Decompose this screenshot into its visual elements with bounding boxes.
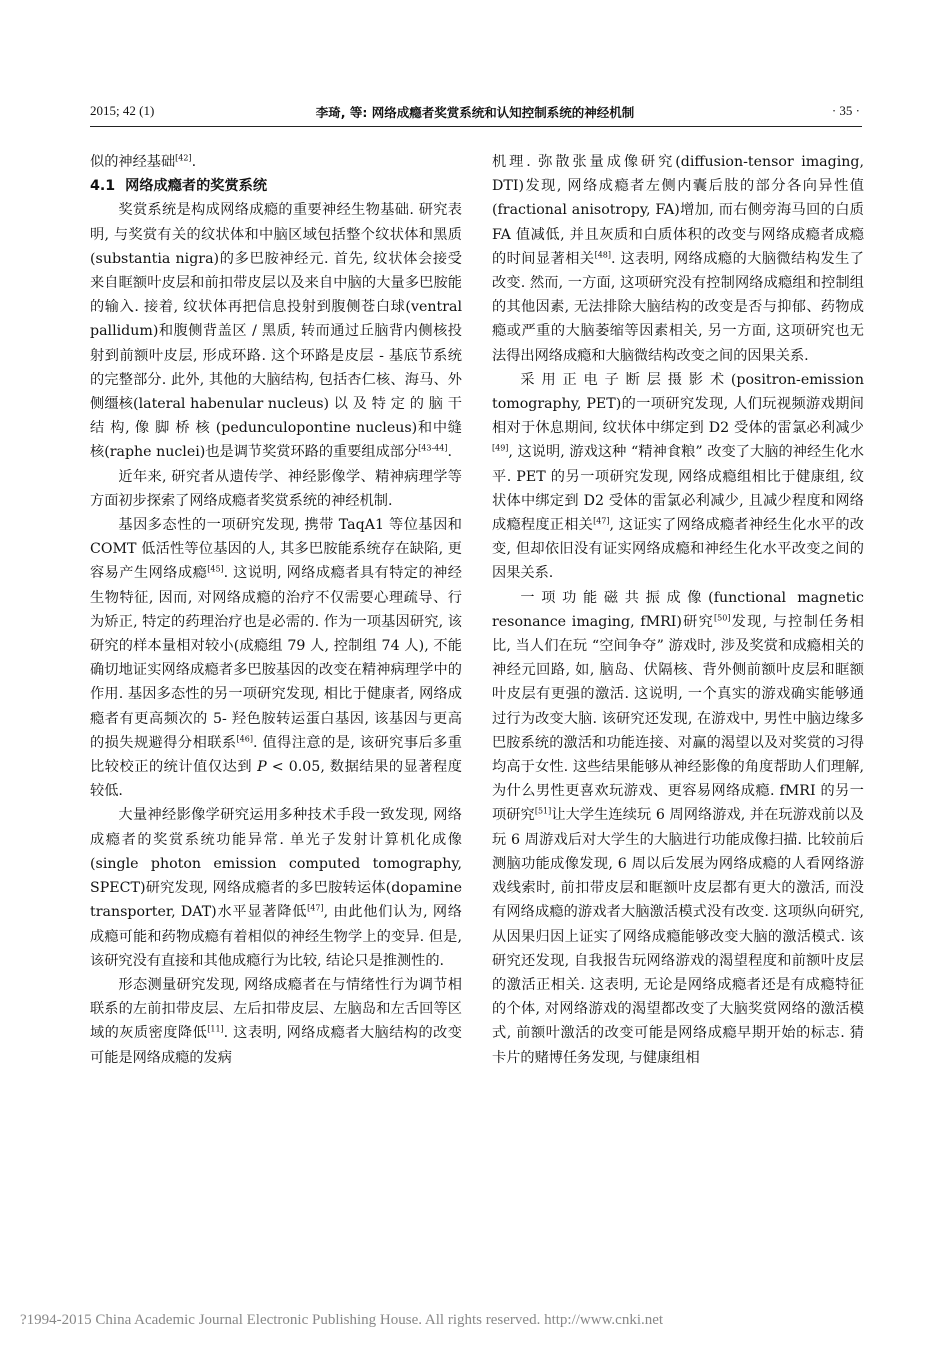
section-title: 网络成瘾者的奖赏系统 — [125, 178, 268, 195]
text: 似的神经基础 — [90, 154, 176, 170]
citation: [11] — [207, 1024, 224, 1034]
citation: [45] — [207, 564, 224, 574]
text: , 由此他们认为, 网络成瘾可能和药物成瘾有着相似的神经生物学上的变异. 但是, 该研究没有直接和其他成瘾行为比较, 结论只是推测性的. — [90, 904, 462, 969]
paragraph-continuation — [492, 150, 864, 368]
text: 机理. 弥散张量成像研究(diffusion-tensor imaging, DTI)发现, 网络成瘾者左侧内囊后肢的部分各向异性值(fractional anisotropy, FA)增加, 而右侧旁海马回的白质 FA 值减低, 并且灰质和白质体积的改变与网络成瘾者成瘾的时间显著相关 — [492, 154, 864, 267]
citation: [49] — [492, 443, 509, 453]
paragraph — [90, 973, 462, 1070]
left-column — [90, 150, 462, 1070]
italic-p: P — [257, 759, 267, 776]
citation: [50] — [714, 613, 731, 623]
text: 采用正电子断层摄影术(positron-emission tomography, PET)的一项研究发现, 人们玩视频游戏期间相对于休息期间, 纹状体中绑定到 D2 受体的雷氯必利减少 — [492, 371, 864, 437]
citation: [43-44] — [418, 443, 448, 453]
text: 大量神经影像学研究运用多种技术手段一致发现, 网络成瘾者的奖赏系统功能异常. 单光子发射计算机化成像(single photon emission computed tomography, SPECT)研究发现, 网络成瘾者的多巴胺转运体(dopamine transporter, DAT)水平显著降低 — [90, 807, 462, 921]
paragraph — [90, 803, 462, 972]
paragraph — [492, 586, 864, 1070]
citation: [51] — [534, 806, 552, 816]
header-rule — [90, 126, 862, 127]
text: . — [447, 444, 452, 461]
text: , 这证实了网络成瘾者神经生化水平的改变, 但却依旧没有证实网络成瘾和神经生化水平改变之间的因果关系. — [492, 517, 864, 582]
citation: [48] — [594, 250, 612, 260]
text: 形态测量研究发现, 网络成瘾者在与情绪性行为调节相联系的左前扣带皮层、左后扣带皮层、左脑岛和左舌回等区域的灰质密度降低 — [90, 976, 462, 1042]
text: . 这表明, 网络成瘾者大脑结构的改变可能是网络成瘾的发病 — [90, 1025, 462, 1066]
text: . 值得注意的是, 该研究事后多重比较校正的统计值仅达到 — [90, 734, 462, 776]
paragraph: 近年来, 研究者从遗传学、神经影像学、精神病理学等方面初步探索了网络成瘾者奖赏系统的神经机制. — [90, 468, 462, 509]
text: . 这表明, 网络成瘾的大脑微结构发生了改变. 然而, 一方面, 这项研究没有控制网络成瘾组和控制组的其他因素, 无法排除大脑结构的改变是否与抑郁、药物成瘾或严重的大脑萎缩等因素相关, 另一方面, 这项研究也无法得出网络成瘾和大脑微结构改变之间的因果关系. — [492, 250, 864, 364]
paragraph — [90, 513, 462, 803]
paragraph-continuation — [90, 150, 462, 174]
citation: [47] — [593, 516, 610, 526]
text: 基因多态性的一项研究发现, 携带 TaqA1 等位基因和 COMT 低活性等位基因的人, 其多巴胺能系统存在缺陷, 更容易产生网络成瘾 — [90, 517, 462, 582]
section-heading — [90, 174, 462, 198]
citation: [46] — [236, 734, 253, 744]
text: 奖赏系统是构成网络成瘾的重要神经生物基础. 研究表明, 与奖赏有关的纹状体和中脑区域包括整个纹状体和黑质(substantia nigra)的多巴胺神经元. 首先, 纹状体会接受来自眶额叶皮层和前扣带皮层以及来自中脑的大量多巴胺能的输入. 接着, 纹状体再把信息投射到腹侧苍白球(ventral pallidum)和腹侧背盖区 / 黑质, 转而通过丘脑背内侧核投射到前额叶皮层, 形成环路. 这个环路是皮层 - 基底节系统的完整部分. 此外, 其他的大脑结构, 包括杏仁核、海马、外侧缰核(lateral habenular nucleus) 以 及 特 定 的 脑 干 结 构, 像 脚 桥 核 (pedunculopontine nucleus)和中缝核(raphe nuclei)也是调节奖赏环路的重要组成部分 — [90, 202, 462, 461]
text: . — [191, 154, 197, 170]
copyright-footer: ?1994-2015 China Academic Journal Electronic Publishing House. All rights reserved. http://www.cnki.net — [20, 1312, 664, 1328]
text: . 这说明, 网络成瘾者具有特定的神经生物特征, 因而, 对网络成瘾的治疗不仅需要心理疏导、行为矫正, 特定的药理治疗也是必需的. 作为一项基因研究, 该研究的样本量相对较小(成瘾组 79 人, 控制组 74 人), 不能确切地证实网络成瘾者多巴胺基因的改变在精神病理学中的作用. 基因多态性的另一项研究发现, 相比于健康者, 网络成瘾者有更高频次的 5- 羟色胺转运蛋白基因, 该基因与更高的损失规避得分相联系 — [90, 565, 462, 751]
running-title: 李琦, 等: 网络成瘾者奖赏系统和认知控制系统的神经机制 — [315, 105, 635, 120]
text: , 这说明, 游戏这种 “精神食粮” 改变了大脑的神经生化水平. PET 的另一项研究发现, 网络成瘾组相比于健康组, 纹状体中绑定到 D2 受体的雷氯必利减少, 且减少程度和网络成瘾程度正相关 — [492, 444, 864, 534]
text: < 0.05, 数据结果的显著程度较低. — [90, 759, 462, 800]
citation: [42] — [175, 153, 192, 163]
paragraph — [90, 198, 462, 464]
running-header — [90, 103, 860, 123]
text: 一项功能磁共振成像(functional magnetic resonance imaging, fMRI)研究 — [492, 589, 864, 630]
right-column — [492, 150, 864, 1070]
journal-issue: 2015; 42 (1) — [90, 103, 155, 118]
citation: [47] — [307, 903, 324, 913]
section-number: 4.1 — [90, 178, 116, 195]
text: 发现, 与控制任务相比, 当人们在玩 “空间争夺” 游戏时, 涉及奖赏和成瘾相关的神经元回路, 如, 脑岛、伏隔核、背外侧前额叶皮层和眶额叶皮层有更强的激活. 这说明, 一个真实的游戏确实能够通过行为改变大脑. 该研究还发现, 在游戏中, 男性中脑边缘多巴胺系统的激活和功能连接、对赢的渴望以及对奖赏的习得均高于女性. 这些结果能够从神经影像的角度帮助人们理解, 为什么男性更喜欢玩游戏、更容易网络成瘾. fMRI 的另一项研究 — [492, 613, 864, 824]
page-number: · 35 · — [831, 103, 860, 118]
paragraph — [492, 368, 864, 586]
text: 让大学生连续玩 6 周网络游戏, 并在玩游戏前以及玩 6 周游戏后对大学生的大脑进行功能成像扫描. 比较前后测脑功能成像发现, 6 周以后发展为网络成瘾的人看网络游戏线索时, 前扣带皮层和眶额叶皮层都有更大的激活, 而没有网络成瘾的游戏者大脑激活模式没有改变. 这项纵向研究, 从因果归因上证实了网络成瘾能够改变大脑的激活模式. 该研究还发现, 自我报告玩网络游戏的渴望程度和前额叶皮层的激活正相关. 这表明, 无论是网络成瘾者还是有成瘾特征的个体, 对网络游戏的渴望都改变了大脑奖赏网络的激活模式, 前额叶激活的改变可能是网络成瘾早期开始的标志. 猜卡片的赌博任务发现, 与健康组相 — [492, 807, 864, 1066]
